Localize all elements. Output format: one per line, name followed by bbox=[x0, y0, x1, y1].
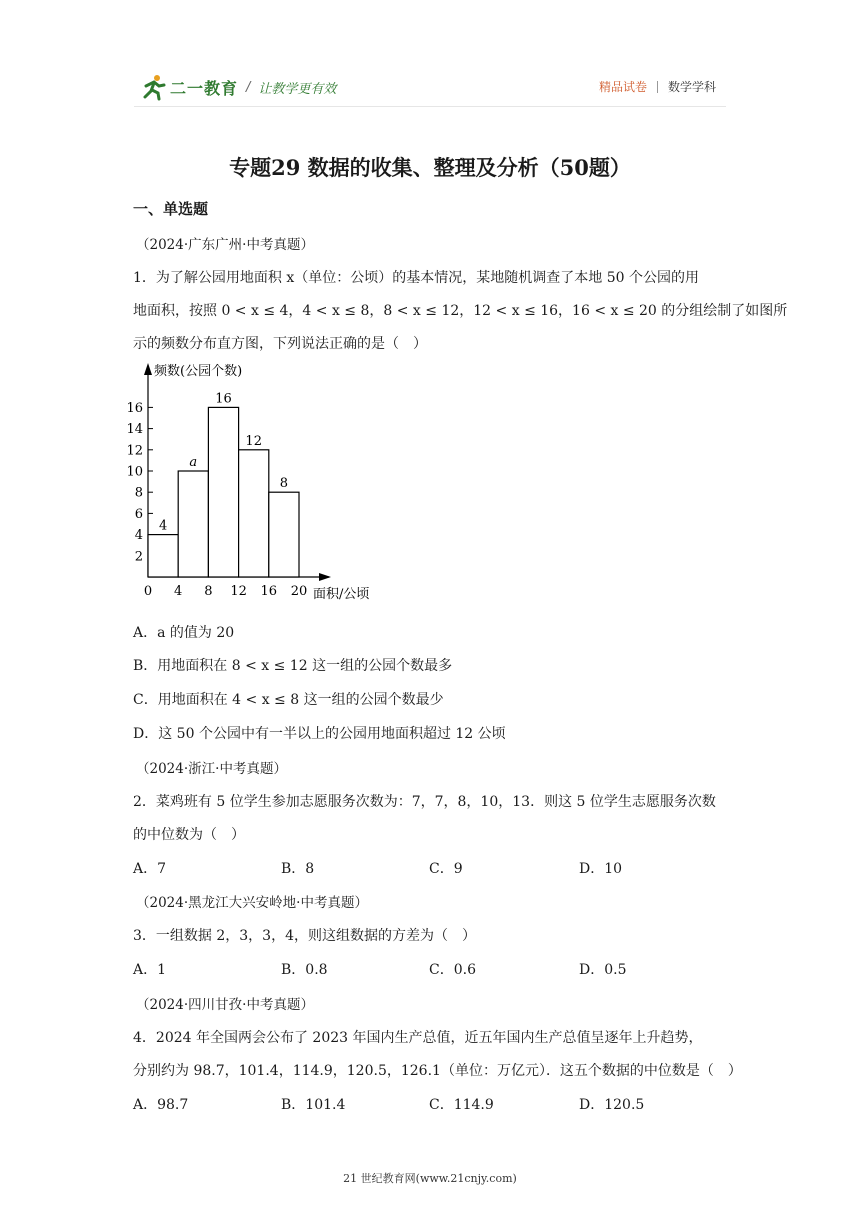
section-heading: 一、单选题 bbox=[133, 200, 209, 218]
option-a: A．a 的值为 20 bbox=[133, 625, 235, 641]
y-tick-label: 10 bbox=[126, 464, 143, 480]
y-axis-label: 频数(公园个数) bbox=[154, 364, 243, 379]
option-c: C．0.6 bbox=[429, 962, 476, 978]
question-line: 的中位数为（ ） bbox=[133, 827, 245, 843]
option-row bbox=[133, 1094, 733, 1114]
option-d: D．0.5 bbox=[579, 962, 627, 978]
x-axis-label: 面积/公顷 bbox=[313, 587, 370, 602]
option-b: B．101.4 bbox=[281, 1097, 346, 1113]
question-line: 地面积，按照 0 < x ≤ 4，4 < x ≤ 8，8 < x ≤ 12，12 < x ≤ 16，16 < x ≤ 20 的分组绘制了如图所 bbox=[133, 303, 788, 319]
subject-tag: 数学学科 bbox=[667, 80, 716, 94]
option-d: D．120.5 bbox=[579, 1097, 645, 1113]
x-tick-label: 20 bbox=[290, 584, 308, 599]
site-logo bbox=[140, 72, 336, 102]
logo-slogan: 让教学更有效 bbox=[258, 81, 337, 97]
y-tick-label: 14 bbox=[126, 422, 143, 438]
y-tick-label: 12 bbox=[126, 443, 143, 459]
option-c: C．9 bbox=[429, 861, 463, 877]
page-footer: 21 世纪教育网(www.21cnjy.com) bbox=[343, 1172, 517, 1185]
option-b: B．0.8 bbox=[281, 962, 328, 978]
option-c: C．用地面积在 4 < x ≤ 8 这一组的公园个数最少 bbox=[133, 692, 444, 708]
question-source: （2024·黑龙江大兴安岭地·中考真题） bbox=[136, 895, 368, 911]
question-line: 示的频数分布直方图，下列说法正确的是（ ） bbox=[133, 336, 427, 352]
option-a: A．7 bbox=[133, 861, 167, 877]
runner-logo-icon bbox=[140, 73, 168, 101]
y-tick-label: 6 bbox=[134, 506, 143, 522]
question-line: 3．一组数据 2，3，3，4，则这组数据的方差为（ ） bbox=[133, 928, 476, 944]
header-divider bbox=[657, 81, 658, 93]
option-c: C．114.9 bbox=[429, 1097, 494, 1113]
option-a: A．98.7 bbox=[133, 1097, 189, 1113]
frequency-histogram bbox=[120, 355, 390, 605]
x-tick-label: 16 bbox=[260, 584, 278, 599]
header-tags bbox=[599, 78, 716, 95]
bar-value-label: 8 bbox=[279, 476, 289, 492]
bar-value-label: a bbox=[189, 455, 198, 470]
question-line: 2．菜鸡班有 5 位学生参加志愿服务次数为：7，7，8，10，13．则这 5 位学生志愿服务次数 bbox=[133, 794, 716, 810]
question-line: 4．2024 年全国两会公布了 2023 年国内生产总值，近五年国内生产总值呈逐年上升趋势， bbox=[133, 1030, 703, 1046]
y-axis-arrow-icon bbox=[144, 363, 152, 375]
histogram-bar bbox=[269, 492, 299, 577]
option-row bbox=[133, 858, 733, 878]
y-tick-label: 16 bbox=[126, 400, 143, 416]
page-title: 专题29 数据的收集、整理及分析（50题） bbox=[229, 155, 631, 180]
x-tick-label: 0 bbox=[143, 584, 153, 599]
histogram-bar bbox=[148, 535, 178, 577]
option-d: D．10 bbox=[579, 861, 623, 877]
option-b: B．用地面积在 8 < x ≤ 12 这一组的公园个数最多 bbox=[133, 658, 453, 674]
y-tick-label: 2 bbox=[134, 549, 143, 565]
y-tick-label: 8 bbox=[134, 485, 143, 501]
option-a: A．1 bbox=[133, 962, 167, 978]
question-source: （2024·广东广州·中考真题） bbox=[136, 237, 314, 253]
option-row bbox=[133, 959, 733, 979]
option-d: D．这 50 个公园中有一半以上的公园用地面积超过 12 公顷 bbox=[133, 726, 506, 742]
histogram-bar bbox=[239, 450, 269, 577]
header-rule bbox=[134, 106, 726, 107]
histogram-bar bbox=[208, 407, 238, 577]
x-tick-label: 8 bbox=[204, 584, 213, 599]
bar-value-label: 16 bbox=[215, 391, 232, 407]
bar-value-label: 12 bbox=[245, 433, 262, 449]
question-source: （2024·浙江·中考真题） bbox=[136, 761, 287, 777]
x-axis-arrow-icon bbox=[319, 573, 331, 581]
logo-name: 二一教育 bbox=[170, 78, 239, 98]
x-tick-label: 12 bbox=[230, 584, 247, 599]
question-line: 分别约为 98.7，101.4，114.9，120.5，126.1（单位：万亿元）．这五个数据的中位数是（ ） bbox=[133, 1063, 742, 1079]
logo-separator: / bbox=[246, 79, 251, 95]
bar-value-label: 4 bbox=[158, 518, 168, 534]
question-source: （2024·四川甘孜·中考真题） bbox=[136, 997, 314, 1013]
option-b: B．8 bbox=[281, 861, 315, 877]
premium-tag: 精品试卷 bbox=[598, 80, 647, 94]
x-tick-label: 4 bbox=[174, 584, 183, 599]
histogram-bar bbox=[178, 471, 208, 577]
question-line: 1．为了解公园用地面积 x（单位：公顷）的基本情况，某地随机调查了本地 50 个公园的用 bbox=[133, 270, 699, 286]
y-tick-label: 4 bbox=[134, 528, 143, 544]
